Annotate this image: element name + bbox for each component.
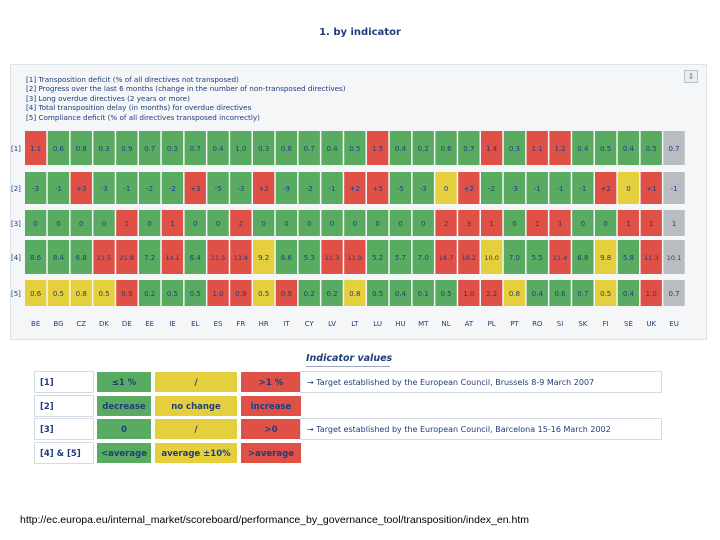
score-value: 0.2 bbox=[326, 290, 338, 298]
score-value: 0 bbox=[375, 220, 380, 228]
score-value: 0.3 bbox=[166, 145, 179, 153]
score-value: 13.4 bbox=[233, 254, 249, 262]
score-value: 0.9 bbox=[121, 145, 133, 153]
score-value: 1.1 bbox=[531, 145, 543, 153]
score-value: 11.4 bbox=[552, 254, 568, 262]
score-value: 0 bbox=[79, 220, 84, 228]
score-value: 1 bbox=[535, 220, 540, 228]
country-label: RO bbox=[532, 320, 543, 328]
country-label: IT bbox=[283, 320, 290, 328]
score-value: +3 bbox=[190, 185, 201, 193]
country-label: LV bbox=[328, 320, 337, 328]
score-value: 0.4 bbox=[622, 145, 635, 153]
indicator-values-row bbox=[34, 418, 662, 440]
score-value: 0.9 bbox=[235, 290, 247, 298]
score-value: 0.4 bbox=[577, 145, 589, 153]
score-value: 0.5 bbox=[600, 145, 612, 153]
score-value: 0.5 bbox=[258, 290, 270, 298]
score-value: -5 bbox=[214, 185, 222, 193]
indicator-values-row bbox=[34, 442, 662, 464]
country-label: AT bbox=[464, 320, 474, 328]
score-value: 9.2 bbox=[258, 254, 270, 262]
score-value: -5 bbox=[396, 185, 404, 193]
country-label: CY bbox=[304, 320, 314, 328]
target-note: → Target established by the European Council, Brussels 8-9 March 2007 bbox=[300, 371, 662, 393]
score-value: 1 bbox=[124, 220, 130, 228]
score-value: 1 bbox=[649, 220, 654, 228]
score-value: -1 bbox=[556, 185, 564, 193]
country-label: HR bbox=[258, 320, 269, 328]
row-label: [2] bbox=[11, 185, 21, 193]
score-value: 1 bbox=[557, 220, 563, 228]
score-value: 6.6 bbox=[280, 254, 293, 262]
country-label: LT bbox=[351, 320, 359, 328]
score-value: 1.2 bbox=[554, 145, 566, 153]
score-value: 0.3 bbox=[508, 145, 521, 153]
country-label: ES bbox=[213, 320, 223, 328]
red-threshold: increase bbox=[240, 395, 302, 417]
score-value: 0.6 bbox=[52, 145, 65, 153]
score-value: 0 bbox=[147, 220, 152, 228]
score-value: 5.8 bbox=[622, 254, 635, 262]
score-value: 0.6 bbox=[30, 290, 42, 298]
score-value: 0.4 bbox=[531, 290, 543, 298]
yellow-threshold: / bbox=[154, 418, 238, 440]
score-value: -3 bbox=[32, 185, 40, 193]
score-value: 6.8 bbox=[75, 254, 87, 262]
title-underline bbox=[306, 366, 390, 367]
indicator-label: [2] bbox=[34, 395, 94, 417]
indicator-values-row bbox=[34, 371, 662, 393]
score-value: 0.7 bbox=[668, 290, 680, 298]
score-value: 5.2 bbox=[372, 254, 384, 262]
score-value: 0 bbox=[329, 220, 335, 228]
score-value: -2 bbox=[305, 185, 313, 193]
score-value: 9.8 bbox=[600, 254, 612, 262]
score-value: 0.4 bbox=[326, 145, 338, 153]
score-value: 0 bbox=[512, 220, 517, 228]
score-value: 1.0 bbox=[645, 290, 657, 298]
score-value: 0 bbox=[603, 220, 608, 228]
green-threshold: <average bbox=[96, 442, 152, 464]
score-value: -1 bbox=[670, 185, 678, 193]
score-value: 0.2 bbox=[417, 145, 429, 153]
score-value: 1 bbox=[671, 220, 677, 228]
score-value: 0.7 bbox=[189, 145, 201, 153]
score-value: 0.8 bbox=[280, 145, 293, 153]
score-value: 0.3 bbox=[258, 145, 270, 153]
score-value: 0 bbox=[33, 220, 38, 228]
score-value: 0.5 bbox=[52, 290, 65, 298]
score-value: +5 bbox=[372, 185, 383, 193]
yellow-threshold: / bbox=[154, 371, 238, 393]
country-label: DE bbox=[121, 320, 132, 328]
row-label: [4] bbox=[11, 254, 21, 262]
score-value: 0.4 bbox=[212, 145, 224, 153]
score-value: 11.9 bbox=[347, 254, 363, 262]
score-value: 11.5 bbox=[210, 254, 226, 262]
score-value: 1.4 bbox=[486, 145, 498, 153]
legend-line-4: [4] Total transposition delay (in months) for overdue directives bbox=[26, 103, 252, 113]
score-value: -9 bbox=[282, 185, 290, 193]
score-value: 0.5 bbox=[98, 290, 110, 298]
country-label: SK bbox=[578, 320, 588, 328]
score-value: 0.8 bbox=[349, 290, 361, 298]
score-value: +1 bbox=[646, 185, 657, 193]
score-value: -1 bbox=[328, 185, 336, 193]
score-value: 1.0 bbox=[235, 145, 247, 153]
score-value: -2 bbox=[146, 185, 154, 193]
score-value: +3 bbox=[76, 185, 87, 193]
score-value: 8.6 bbox=[30, 254, 42, 262]
score-value: 0 bbox=[101, 220, 107, 228]
score-value: 0 bbox=[352, 220, 358, 228]
score-value: +2 bbox=[258, 185, 269, 193]
score-value: 7.0 bbox=[508, 254, 521, 262]
score-value: 0.5 bbox=[349, 145, 361, 153]
score-value: -3 bbox=[237, 185, 245, 193]
score-value: 14.7 bbox=[438, 254, 454, 262]
row-label: [3] bbox=[11, 220, 21, 228]
score-value: 8.4 bbox=[52, 254, 65, 262]
country-label: SE bbox=[624, 320, 633, 328]
country-label: CZ bbox=[76, 320, 87, 328]
score-value: 1.0 bbox=[212, 290, 224, 298]
score-value: 0 bbox=[580, 220, 586, 228]
score-value: 0.7 bbox=[144, 145, 156, 153]
source-url: http://ec.europa.eu/internal_market/scoreboard/performance_by_governance_tool/transposition/index_en.htm bbox=[20, 514, 529, 526]
score-value: -1 bbox=[123, 185, 131, 193]
score-value: 0 bbox=[421, 220, 426, 228]
indicator-label: [3] bbox=[34, 418, 94, 440]
score-value: 21.8 bbox=[119, 254, 135, 262]
export-icon[interactable]: ⇩ bbox=[684, 70, 698, 83]
country-label: HU bbox=[395, 320, 406, 328]
score-value: 0 bbox=[307, 220, 312, 228]
green-threshold: 0 bbox=[96, 418, 152, 440]
score-value: 0 bbox=[193, 220, 198, 228]
score-value: +2 bbox=[600, 185, 611, 193]
score-value: 11.5 bbox=[96, 254, 112, 262]
score-value: 0 bbox=[56, 220, 61, 228]
red-threshold: >1 % bbox=[240, 371, 302, 393]
page-title: 1. by indicator bbox=[319, 27, 401, 38]
green-threshold: ≤1 % bbox=[96, 371, 152, 393]
score-value: 1 bbox=[170, 220, 175, 228]
red-threshold: >0 bbox=[240, 418, 302, 440]
country-label: IE bbox=[169, 320, 176, 328]
country-label: UK bbox=[646, 320, 657, 328]
score-value: 0.8 bbox=[75, 290, 87, 298]
score-value: 14.1 bbox=[165, 254, 180, 262]
score-value: 10.0 bbox=[484, 254, 499, 262]
score-value: -1 bbox=[533, 185, 541, 193]
score-value: 0.5 bbox=[440, 290, 452, 298]
legend-line-2: [2] Progress over the last 6 months (change in the number of non-transposed directives) bbox=[26, 84, 346, 94]
score-value: 0.5 bbox=[600, 290, 612, 298]
score-value: 0.8 bbox=[508, 290, 521, 298]
score-value: 0.7 bbox=[668, 145, 680, 153]
score-value: 0.4 bbox=[394, 290, 407, 298]
score-value: 0.5 bbox=[166, 290, 179, 298]
country-label: BE bbox=[31, 320, 41, 328]
score-value: 0.1 bbox=[417, 290, 429, 298]
score-value: 0.8 bbox=[75, 145, 87, 153]
target-note: → Target established by the European Council, Barcelona 15-16 March 2002 bbox=[300, 418, 662, 440]
score-value: 0.5 bbox=[645, 145, 657, 153]
red-threshold: >average bbox=[240, 442, 302, 464]
score-value: 0.6 bbox=[440, 145, 452, 153]
score-value: +2 bbox=[349, 185, 361, 193]
yellow-threshold: no change bbox=[154, 395, 238, 417]
country-label: FR bbox=[236, 320, 246, 328]
score-value: 0.5 bbox=[372, 290, 384, 298]
score-value: 0.3 bbox=[98, 145, 110, 153]
score-value: -1 bbox=[579, 185, 587, 193]
indicator-values-title: Indicator values bbox=[306, 353, 393, 364]
score-value: -3 bbox=[510, 185, 518, 193]
country-label: DK bbox=[99, 320, 110, 328]
country-label: PL bbox=[487, 320, 496, 328]
country-label: LU bbox=[373, 320, 382, 328]
score-value: 0 bbox=[261, 220, 266, 228]
score-value: 0.7 bbox=[303, 145, 315, 153]
score-value: 0 bbox=[215, 220, 221, 228]
country-label: NL bbox=[441, 320, 451, 328]
country-label: MT bbox=[418, 320, 429, 328]
legend-line-1: [1] Transposition deficit (% of all directives not transposed) bbox=[26, 75, 239, 84]
score-value: 0.7 bbox=[463, 145, 475, 153]
score-value: 0.7 bbox=[577, 290, 589, 298]
indicator-values-row bbox=[34, 395, 662, 417]
score-value: 5.3 bbox=[303, 254, 315, 262]
score-value: 0.4 bbox=[622, 290, 635, 298]
country-label: PT bbox=[510, 320, 519, 328]
score-value: 1.5 bbox=[372, 145, 384, 153]
score-value: 0.2 bbox=[144, 290, 156, 298]
country-label: EE bbox=[145, 320, 155, 328]
indicator-label: [1] bbox=[34, 371, 94, 393]
score-value: 0 bbox=[626, 185, 631, 193]
score-value: 6.8 bbox=[577, 254, 589, 262]
score-value: 7.2 bbox=[144, 254, 156, 262]
country-label: EL bbox=[191, 320, 200, 328]
score-value: -3 bbox=[100, 185, 108, 193]
score-value: 0.9 bbox=[121, 290, 133, 298]
row-label: [5] bbox=[11, 290, 21, 298]
score-value: -2 bbox=[168, 185, 176, 193]
score-value: 11.3 bbox=[324, 254, 340, 262]
score-value: 11.3 bbox=[644, 254, 659, 262]
score-value: 6.4 bbox=[189, 254, 201, 262]
country-label: BG bbox=[53, 320, 64, 328]
score-value: 0.6 bbox=[554, 290, 566, 298]
score-value: 0.5 bbox=[189, 290, 201, 298]
country-label: EU bbox=[669, 320, 679, 328]
country-label: SI bbox=[556, 320, 564, 328]
score-value: 0.2 bbox=[303, 290, 315, 298]
legend-line-5: [5] Compliance deficit (% of all directives transposed incorrectly) bbox=[26, 112, 260, 122]
indicator-label: [4] & [5] bbox=[34, 442, 94, 464]
score-value: 0.9 bbox=[280, 290, 293, 298]
score-value: 0 bbox=[398, 220, 403, 228]
score-value: 5.5 bbox=[531, 254, 543, 262]
score-value: 3 bbox=[466, 220, 472, 228]
score-value: 1 bbox=[626, 220, 631, 228]
score-value: 2 bbox=[443, 220, 449, 228]
score-value: 18.2 bbox=[461, 254, 477, 262]
score-value: +2 bbox=[463, 185, 475, 193]
score-value: 1.1 bbox=[30, 145, 42, 153]
score-value: 0 bbox=[284, 220, 289, 228]
green-threshold: decrease bbox=[96, 395, 152, 417]
score-value: -1 bbox=[54, 185, 62, 193]
score-value: -2 bbox=[488, 185, 496, 193]
score-value: 0 bbox=[443, 185, 449, 193]
score-value: 7.0 bbox=[417, 254, 429, 262]
score-value: 5.7 bbox=[394, 254, 407, 262]
score-value: 2 bbox=[238, 220, 244, 228]
yellow-threshold: average ±10% bbox=[154, 442, 238, 464]
country-label: FI bbox=[602, 320, 609, 328]
legend-line-3: [3] Long overdue directives (2 years or more) bbox=[26, 93, 190, 103]
row-label: [1] bbox=[11, 145, 21, 153]
score-value: -3 bbox=[419, 185, 427, 193]
score-value: 10.1 bbox=[666, 254, 682, 262]
score-value: 1 bbox=[489, 220, 494, 228]
score-value: 2.2 bbox=[486, 290, 498, 298]
score-value: 1.0 bbox=[463, 290, 475, 298]
score-value: 0.4 bbox=[394, 145, 407, 153]
